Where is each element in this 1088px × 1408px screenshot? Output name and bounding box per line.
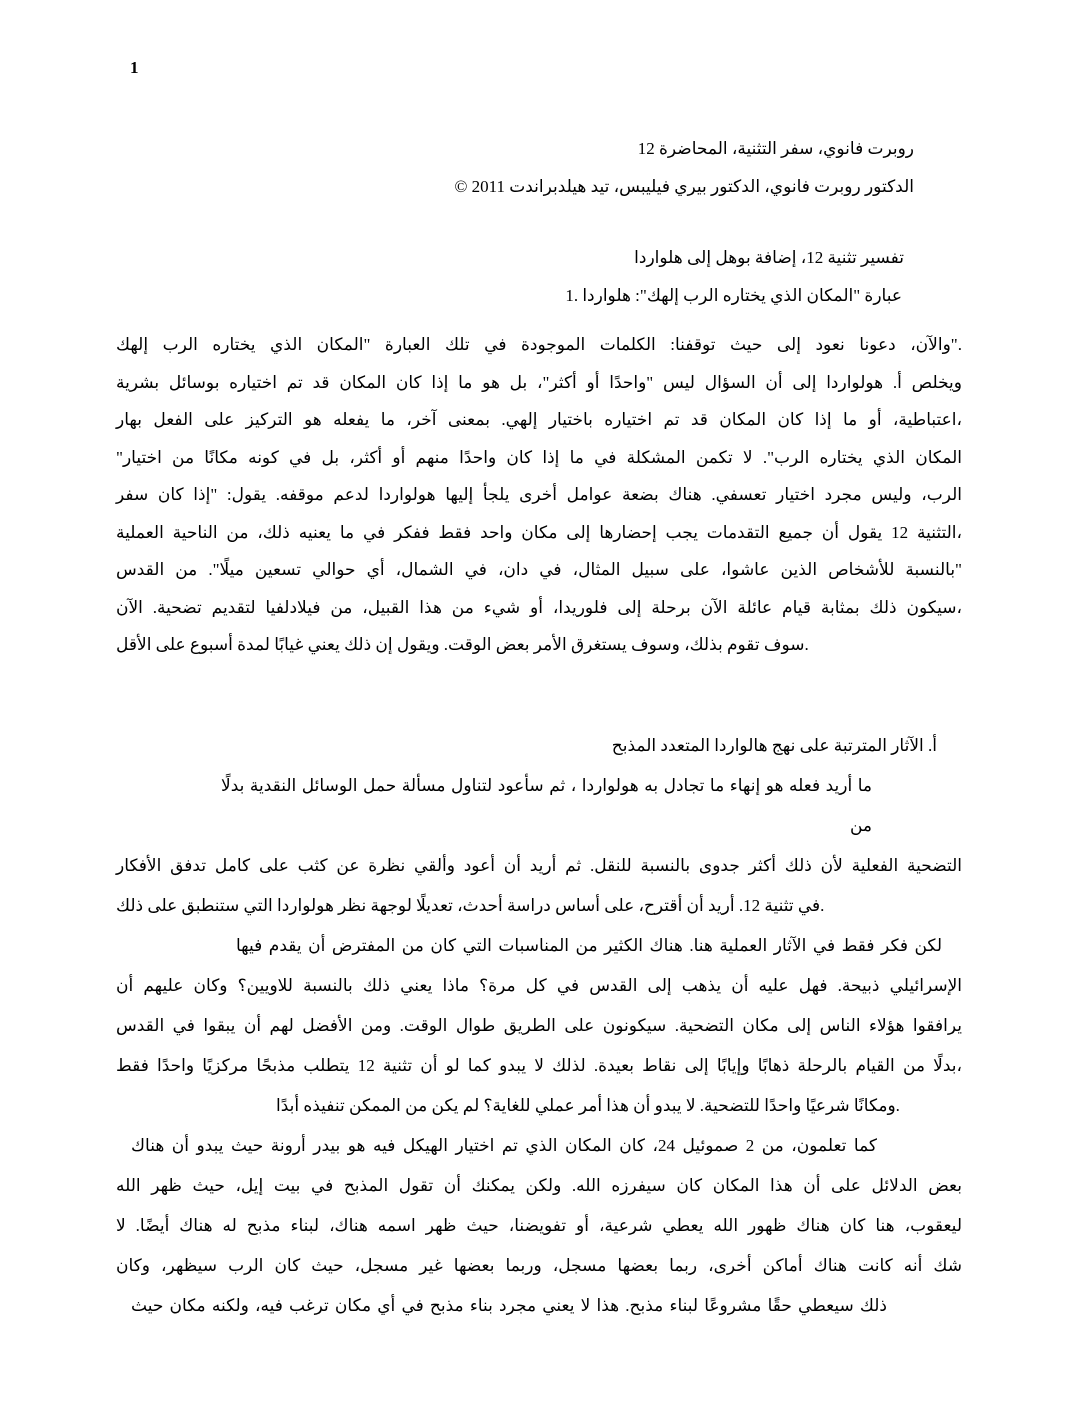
body-line: ليعقوب، هنا كان هناك ظهور الله يعطي شرعية، أو تفويضنا، حيث ظهر اسمه هناك، لبناء مذبح له هناك أيضًا. لا	[116, 1215, 962, 1235]
body-line: التضحية الفعلية لأن ذلك أكثر جدوى بالنسبة للنقل. ثم أريد أن أعود وألقي نظرة عن كثب على كامل تدفق الأفكار	[116, 855, 962, 875]
title-line: تفسير تثنية 12، إضافة بوهل إلى هلواردا	[634, 248, 904, 267]
body-line: يرافقوا هؤلاء الناس إلى مكان التضحية. سيكونون على الطريق طوال الوقت. ومن الأفضل لهم أن يبقوا في القدس	[116, 1015, 962, 1035]
body-line: ،بدلًا من القيام بالرحلة ذهابًا وإيابًا إلى نقاط بعيدة. لذلك لا يبدو كما لو أن تثنية 12 يتطلب مذبحًا مركزيًا واحدًا فقط	[116, 1055, 962, 1075]
document-lines	[116, 0, 962, 1326]
header-line: الدكتور روبرت فانوي، الدكتور بيري فيليبس، تيد هيلدبراندت 2011 ©	[454, 176, 914, 196]
body-line: ذلك سيعطي حقًا مشروعًا لبناء مذبح. هذا لا يعني مجرد بناء مذبح في أي مكان ترغب فيه، ولكنه مكان حيث	[131, 1295, 887, 1315]
body-line: بعض الدلائل على أن هذا المكان كان سيفرزه الله. ولكن يمكنك أن تقول المذبح في بيت إيل، حيث ظهر الله	[116, 1175, 962, 1195]
body-line: .في تثنية 12. أريد أن أقترح، على أساس دراسة أحدث، تعديلًا لوجهة نظر هولواردا التي ستنطبق على ذلك	[116, 895, 825, 915]
header-line: روبرت فانوي، سفر التثنية، المحاضرة 12	[637, 139, 914, 158]
body-line: شك أنه كانت هناك أماكن أخرى، ربما بعضها مسجل، وربما بعضها غير مسجل، حيث كان الرب سيظهر، وكان	[116, 1255, 962, 1275]
body-line: المكان الذي يختاره الرب". لا تكمن المشكلة في ما إذا كان واحدًا منهم أو أكثر، بل في كونه مكانًا من اختيار"	[116, 447, 962, 467]
body-line: ،التثنية 12 يقول أن جميع التقدمات يجب إحضارها إلى مكان واحد فقط ففكر في ما يعنيه ذلك، من الناحية العملية	[116, 522, 962, 542]
page-number: 1	[130, 58, 139, 77]
body-line: .سوف تقوم بذلك، وسوف يستغرق الأمر بعض الوقت. ويقول إن ذلك يعني غيابًا لمدة أسبوع على الأقل	[116, 635, 809, 654]
body-line: ويخلص أ. هولواردا إلى أن السؤال ليس "واحدًا أو أكثر"، بل هو ما إذا كان المكان قد تم اختياره بوسائل بشرية	[116, 372, 962, 392]
section-heading: أ. الآثار المترتبة على نهج هالواردا المتعدد المذبح	[611, 735, 937, 755]
body-line: لكن فكر فقط في الآثار العملية هنا. هناك الكثير من المناسبات التي كان من المفترض أن يقدم فيها	[236, 935, 942, 955]
body-line: .ومكانًا شرعيًا واحدًا للتضحية. لا يبدو أن هذا أمر عملي للغاية؟ لم يكن من الممكن تنفيذه أبدًا	[276, 1095, 900, 1115]
body-line: ما أريد فعله هو إنهاء ما تجادل به هولواردا ، ثم سأعود لتناول مسألة حمل الوسائل النقدية بدلًا من	[221, 775, 872, 835]
body-line: الإسرائيلي ذبيحة. فهل عليه أن يذهب إلى القدس في كل مرة؟ ماذا يعني ذلك بالنسبة للاويين؟ وكان عليهم أن	[116, 975, 962, 995]
body-line: "بالنسبة للأشخاص الذين عاشوا، على سبيل المثال، في دان، في الشمال، أي حوالي تسعين ميلًا". من القدس	[116, 560, 962, 579]
title-line: عبارة "المكان الذي يختاره الرب إلهك": هلواردا .1	[565, 285, 902, 305]
body-line: كما تعلمون، من 2 صموئيل 24، كان المكان الذي تم اختيار الهيكل فيه هو بيدر أرونة حيث يبدو أن هناك	[131, 1135, 878, 1155]
body-line: الرب، وليس مجرد اختيار تعسفي. هناك بضعة عوامل أخرى يلجأ إليها هولواردا لدعم موقفه. يقول: "إذا كان سفر	[116, 485, 962, 504]
body-line: ،اعتباطية، أو ما إذا كان المكان قد تم اختياره باختيار إلهي. بمعنى آخر، ما يفعله هو التركيز على الفعل بهار	[116, 410, 962, 429]
body-line: ،سيكون ذلك بمثابة قيام عائلة الآن برحلة إلى فلوريدا، أو شيء من هذا القبيل، من فيلادلفيا لتقديم تضحية. الآن	[116, 597, 962, 617]
body-line: ."والآن، دعونا نعود إلى حيث توقفنا: الكلمات الموجودة في تلك العبارة "المكان الذي يختاره الرب إلهك	[116, 335, 962, 354]
